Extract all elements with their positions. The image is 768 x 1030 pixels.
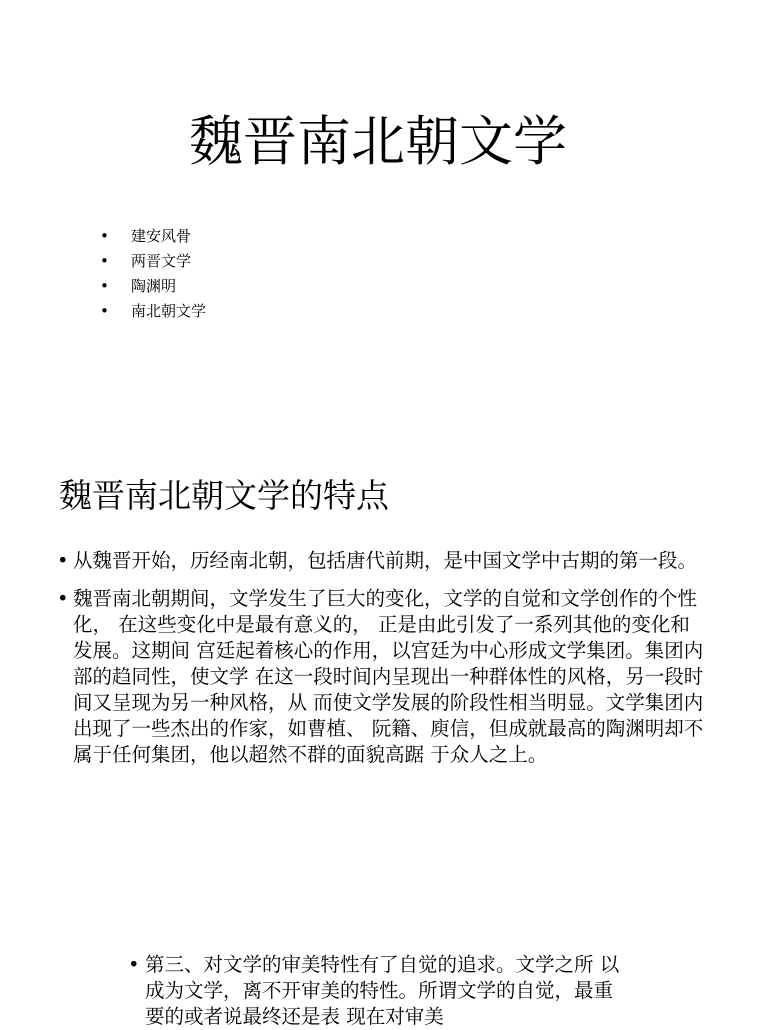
- feature-list: [57, 548, 707, 780]
- continuation-item: • 第三、对文学的审美特性有了自觉的追求。文学之所 以成为文学，离不开审美的特性。所谓文学的自觉，最重要的或者说最终还是表 现在对审美: [128, 952, 624, 1030]
- continuation-list: [128, 952, 624, 1030]
- toc-item: • 南北朝文学: [100, 299, 206, 324]
- feature-item: • 魏晋南北朝期间，文学发生了巨大的变化，文学的自觉和文学创作的个性化， 在这些变化中是最有意义的， 正是由此引发了一系列其他的变化和发展。这期间 宫廷起着核心的作用，以宫廷为中心形成文学集团。集团内部的趋同性，使文学 在这一段时间内呈现出一种群体性的风格，另一段时间又呈现为另一种风格，从 而使文学发展的阶段性相当明显。文学集团内出现了一些杰出的作家，如曹植、 阮籍、庾信，但成就最高的陶渊明却不属于任何集团，他以超然不群的面貌高踞 于众人之上。: [57, 586, 707, 768]
- toc-list: [100, 224, 206, 324]
- section-title: 魏晋南北朝文学的特点: [59, 476, 389, 515]
- toc-item: • 两晋文学: [100, 249, 206, 274]
- feature-item: • 从魏晋开始，历经南北朝，包括唐代前期，是中国文学中古期的第一段。: [57, 548, 707, 574]
- toc-item: • 建安风骨: [100, 224, 206, 249]
- slide-title: 魏晋南北朝文学: [189, 110, 567, 173]
- toc-item: • 陶渊明: [100, 274, 206, 299]
